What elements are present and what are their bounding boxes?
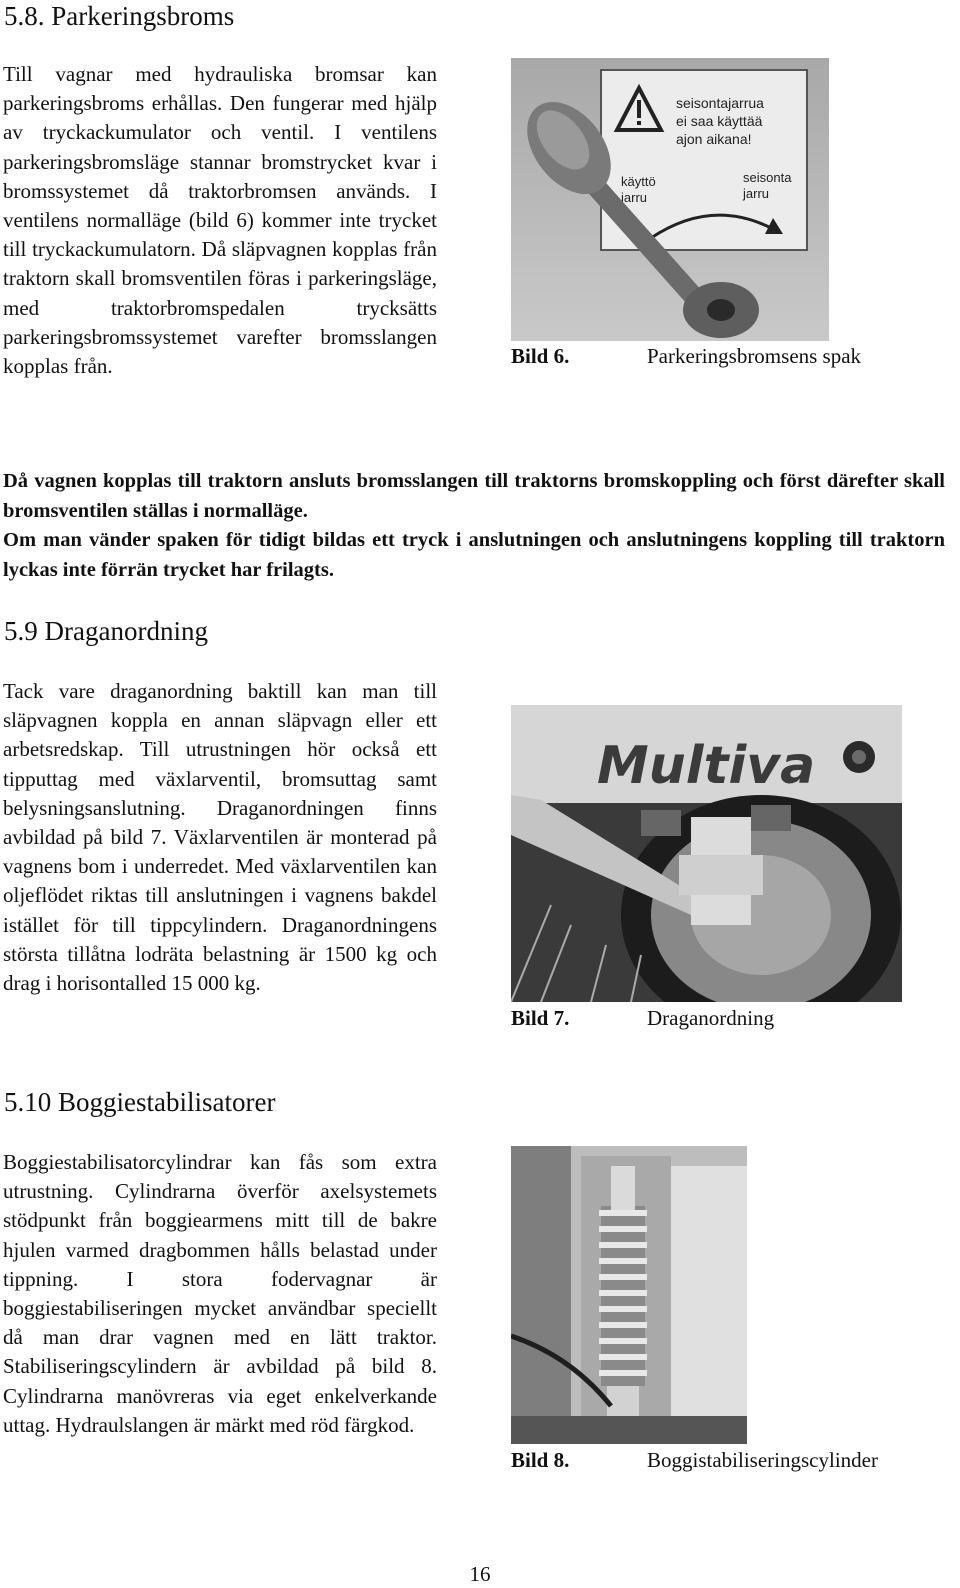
- sign-text-left-1: käyttö: [621, 174, 656, 189]
- notice-paragraph-1: Då vagnen kopplas till traktorn ansluts bromsslangen till traktorns bromskoppling och först därefter skall bromsventilen ställas i normalläge.: [3, 470, 945, 522]
- figure-7-photo: [511, 705, 902, 1002]
- figure-8-caption: [511, 1447, 878, 1473]
- sign-text-right-1: seisonta: [743, 170, 792, 185]
- notice-block: [3, 467, 945, 585]
- figure-6-caption: [511, 343, 861, 369]
- figure-6-number: Bild 6.: [511, 344, 570, 368]
- section-heading-5-8: 5.8. Parkeringsbroms: [4, 1, 235, 31]
- paragraph-boggiestabilisatorer: Boggiestabilisatorcylindrar kan fås som extra utrustning. Cylindrarna överför axelsystemets stödpunkt från boggiearmens mitt till de bakre hjulen varmed dragbommen hålls belastad under tippning. I stora fodervagnar är boggiestabiliseringen mycket användbar speciellt då man drar vagnen med en lätt traktor. Stabiliseringscylindern är avbildad på bild 8. Cylindrarna manövreras via eget enkelverkande uttag. Hydraulslangen är märkt med röd färgkod.: [3, 1150, 437, 1437]
- sign-text-top-1: seisontajarrua: [676, 95, 764, 111]
- section-heading-5-10: 5.10 Boggiestabilisatorer: [4, 1087, 276, 1117]
- sign-text-top-2: ei saa käyttää: [676, 113, 763, 129]
- figure-6-photo: [511, 58, 829, 341]
- figure-7-number: Bild 7.: [511, 1006, 570, 1030]
- figure-6-caption-text: Parkeringsbromsens spak: [647, 344, 862, 368]
- figure-8-photo: [511, 1146, 747, 1444]
- figure-7-brand-text: Multiva: [597, 736, 816, 796]
- figure-7-caption-text: Draganordning: [647, 1006, 775, 1030]
- notice-paragraph-2: Om man vänder spaken för tidigt bildas ett tryck i anslutningen och anslutningens koppling till traktorn lyckas inte förrän trycket har frilagts.: [3, 529, 945, 581]
- figure-8-caption-text: Boggistabiliseringscylinder: [647, 1448, 878, 1472]
- section-heading-5-9: 5.9 Draganordning: [4, 616, 208, 646]
- page-number: 16: [469, 1562, 491, 1586]
- sign-text-left-2: jarru: [621, 190, 648, 205]
- figure-7-caption: [511, 1005, 774, 1031]
- sign-text-top-3: ajon aikana!: [676, 131, 752, 147]
- figure-8-number: Bild 8.: [511, 1448, 570, 1472]
- spring-coil: [599, 1206, 647, 1386]
- paragraph-parkeringsbroms: Till vagnar med hydrauliska bromsar kan parkeringsbroms erhållas. Den fungerar med hjälp av tryckackumulator och ventil. I ventilens parkeringsbromsläge stannar bromstrycket kvar i bromssystemet då traktorbromsen används. I ventilens normalläge (bild 6) kommer inte trycket till tryckackumulatorn. Då släpvagnen kopplas från traktorn skall bromsventilen föras i parkeringsläge, med traktorbromspedalen trycksätts parkeringsbromssystemet varefter bromsslangen kopplas från.: [3, 62, 437, 379]
- sign-text-right-2: jarru: [743, 186, 770, 201]
- paragraph-draganordning: Tack vare draganordning baktill kan man till släpvagnen koppla en annan släpvagn eller ett arbetsredskap. Till utrustningen hör också ett tipputtag med växlarventil, bromsuttag samt belysningsanslutning. Draganordningen finns avbildad på bild 7. Växlarventilen är monterad på vagnens bom i underredet. Med växlarventilen kan oljeflödet riktas till anslutningen i vagnens bakdel istället för till tippcylindern. Draganordningens största tillåtna lodräta belastning är 1500 kg och drag i horisontalled 15 000 kg.: [3, 679, 437, 996]
